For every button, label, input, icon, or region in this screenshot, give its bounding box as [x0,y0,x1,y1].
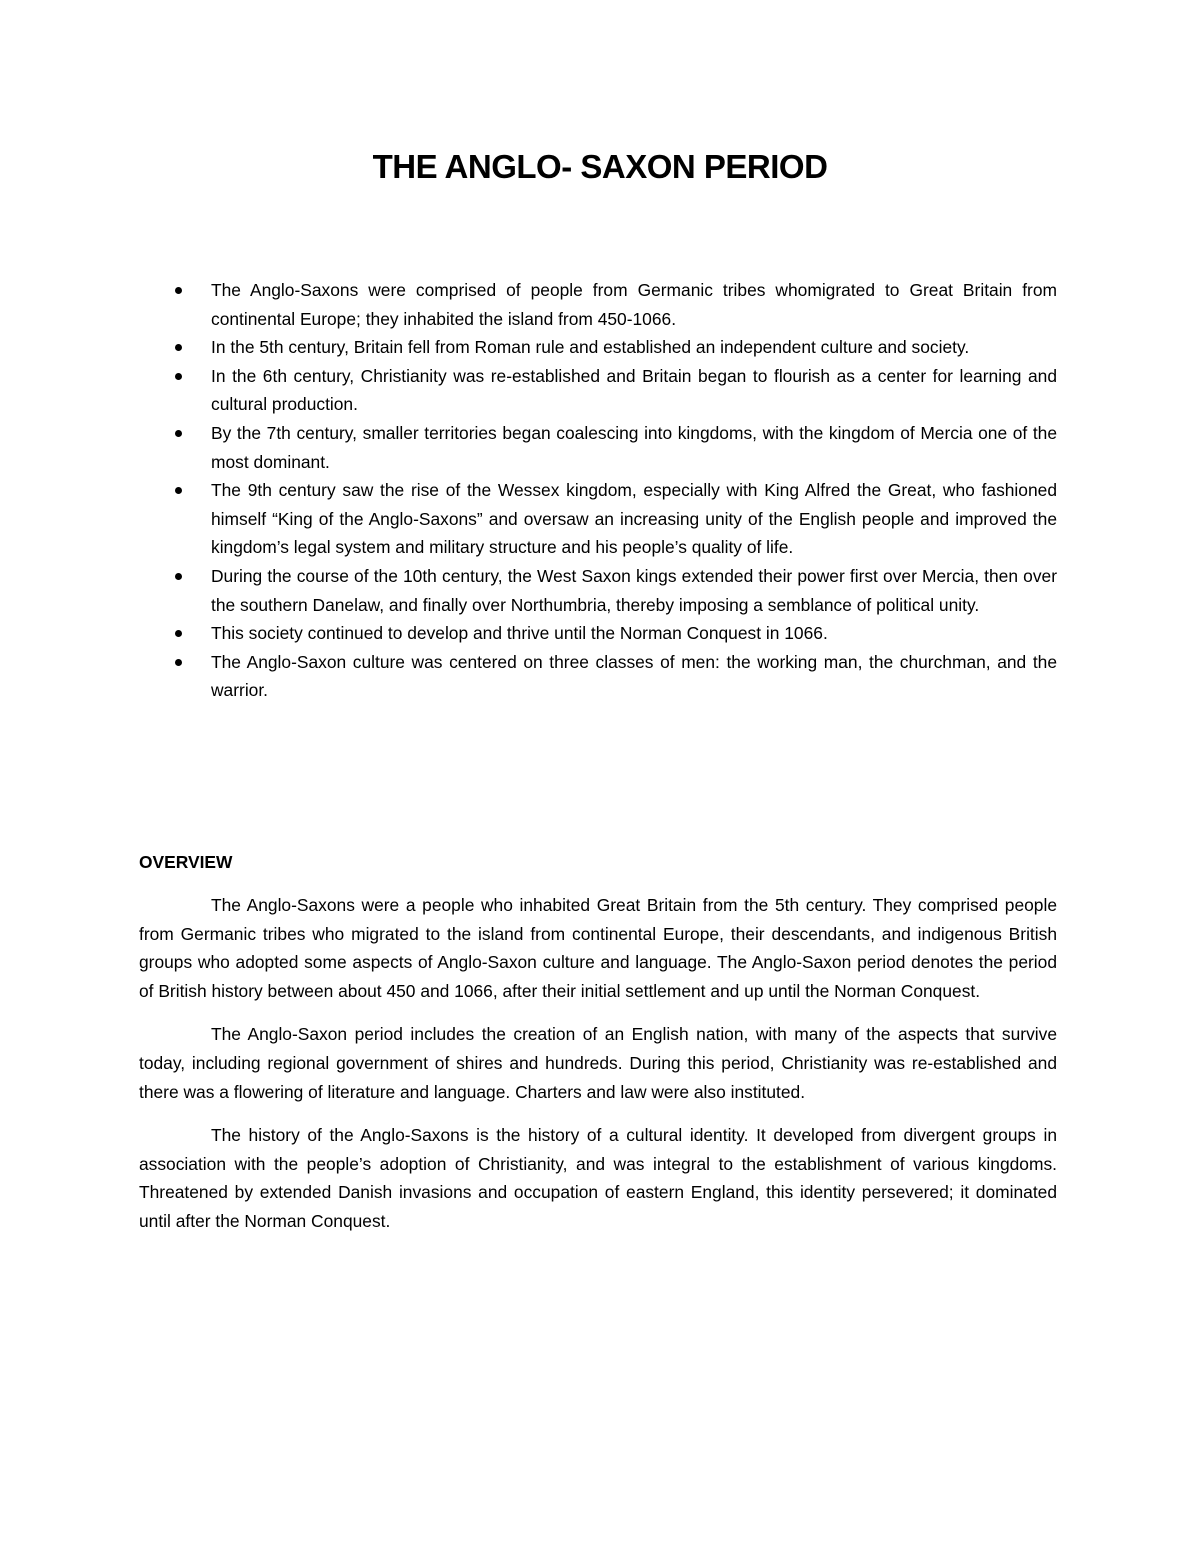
overview-section [139,891,1057,1251]
bullet-icon [175,487,182,494]
bullet-icon [175,373,182,380]
bullet-item [211,276,1057,333]
bullet-icon [175,287,182,294]
bullet-text: The Anglo-Saxon culture was centered on three classes of men: the working man, the churchman, and the warrior. [211,651,1057,701]
bullet-text: In the 5th century, Britain fell from Roman rule and established an independent culture and society. [211,337,970,358]
bullet-item [211,648,1057,705]
bullet-text: By the 7th century, smaller territories began coalescing into kingdoms, with the kingdom of Mercia one of the most dominant. [211,422,1057,472]
bullet-icon [175,659,182,666]
bullet-item [211,333,1057,362]
bullet-text: The Anglo-Saxons were comprised of people from Germanic tribes whomigrated to Great Britain from continental Europe; they inhabited the island from 450-1066. [211,280,1057,329]
overview-paragraph: The Anglo-Saxons were a people who inhabited Great Britain from the 5th century. They comprised people from Germanic tribes who migrated to the island from continental Europe, their descendants, and indigenous British groups who adopted some aspects of Anglo-Saxon culture and language. The Anglo-Saxon period denotes the period of British history between about 450 and 1066, after their initial settlement and up until the Norman Conquest. [139,895,1057,1001]
bullet-item [211,476,1057,562]
bullet-item [211,362,1057,419]
bullet-text: During the course of the 10th century, the West Saxon kings extended their power first over Mercia, then over the southern Danelaw, and finally over Northumbria, thereby imposing a semblance of political unity. [211,565,1057,615]
bullet-item [211,419,1057,476]
bullet-text: In the 6th century, Christianity was re-established and Britain began to flourish as a center for learning and cultural production. [211,365,1057,415]
overview-paragraph: The Anglo-Saxon period includes the creation of an English nation, with many of the aspects that survive today, including regional government of shires and hundreds. During this period, Christianity was re-established and there was a flowering of literature and language. Charters and law were also instituted. [139,1024,1057,1102]
bullet-icon [175,430,182,437]
bullet-item [211,562,1057,619]
page-title: THE ANGLO- SAXON PERIOD [372,148,828,185]
bullet-list [211,276,1057,705]
bullet-item [211,619,1057,648]
bullet-icon [175,573,182,580]
overview-paragraph: The history of the Anglo-Saxons is the history of a cultural identity. It developed from divergent groups in association with the people’s adoption of Christianity, and was integral to the establishment of various kingdoms. Threatened by extended Danish invasions and occupation of eastern England, this identity persevered; it dominated until after the Norman Conquest. [139,1125,1057,1231]
overview-heading: OVERVIEW [139,852,233,872]
bullet-icon [175,630,182,637]
bullet-icon [175,344,182,351]
bullet-text: The 9th century saw the rise of the Wessex kingdom, especially with King Alfred the Great, who fashioned himself “King of the Anglo-Saxons” and oversaw an increasing unity of the English people and improved the kingdom’s legal system and military structure and his people’s quality of life. [211,480,1057,558]
bullet-text: This society continued to develop and thrive until the Norman Conquest in 1066. [211,623,828,644]
